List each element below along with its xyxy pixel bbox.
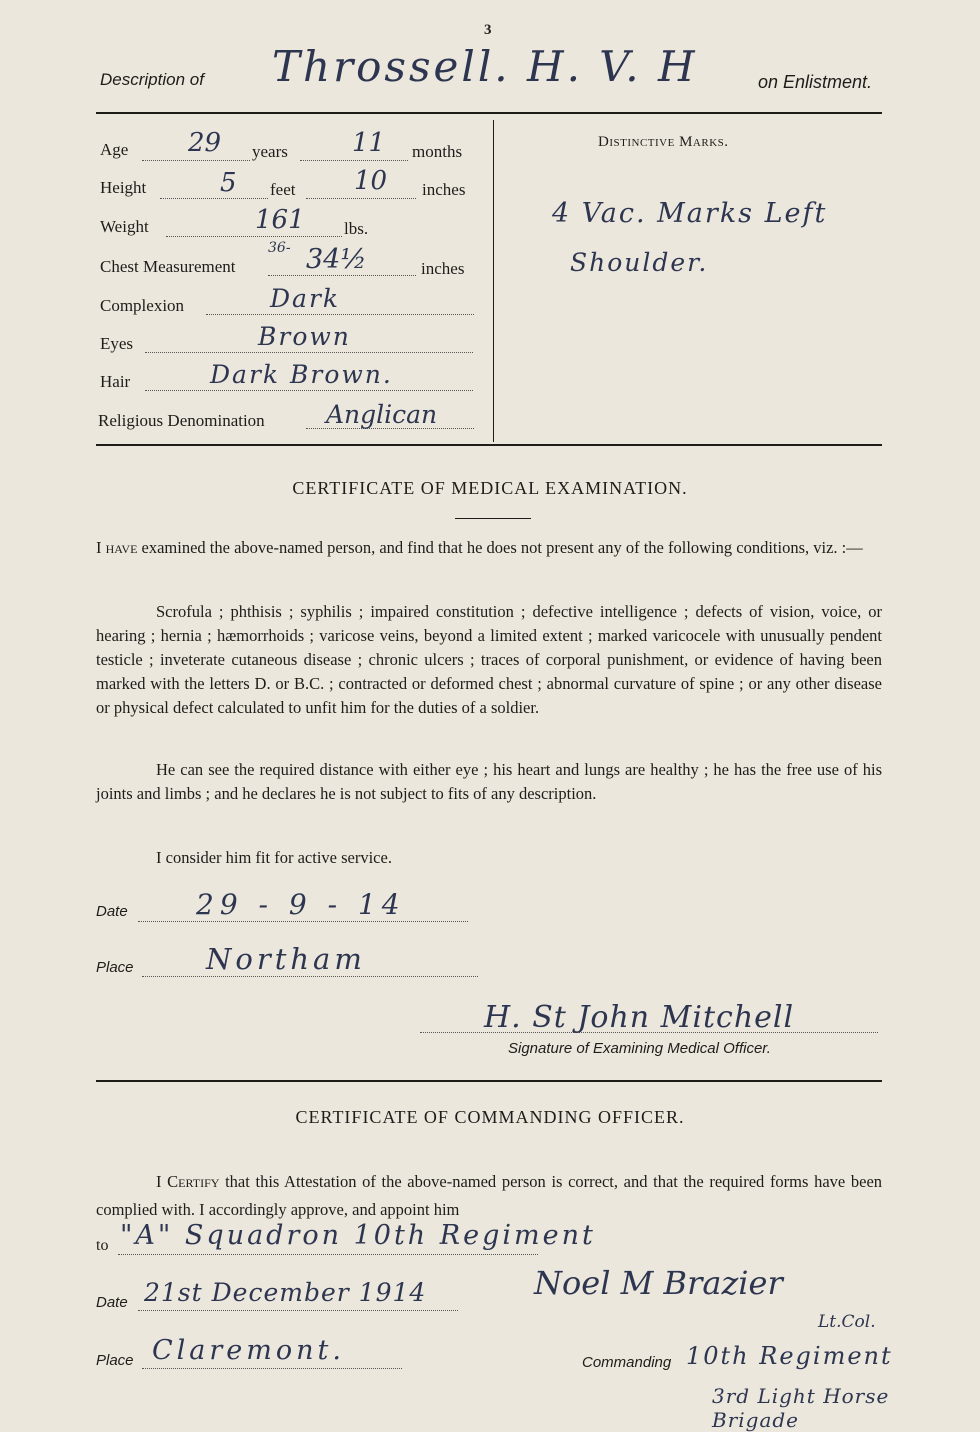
distinctive-marks-line2: Shoulder. — [570, 248, 709, 277]
section-rule-1 — [96, 444, 882, 446]
distinctive-marks-title: Distinctive Marks. — [598, 134, 729, 150]
column-divider — [493, 120, 494, 442]
medical-signature-caption: Signature of Examining Medical Officer. — [508, 1040, 771, 1057]
medical-place-value: Northam — [206, 942, 366, 976]
age-years-value: 29 — [188, 128, 222, 158]
commanding-date-label: Date — [96, 1294, 128, 1311]
chest-small-value: 36- — [268, 240, 291, 256]
commanding-officer-signature: Noel M Brazier — [534, 1264, 783, 1302]
inches-label: inches — [422, 180, 466, 199]
commanding-to-label: to — [96, 1237, 109, 1254]
height-label: Height — [100, 178, 147, 197]
complexion-value: Dark — [270, 284, 341, 313]
commanding-date-value: 21st December 1914 — [144, 1278, 427, 1307]
medical-vision: He can see the required distance with either eye ; his heart and lungs are healthy ; he has the free use of his joints and limbs ; and he declares he is not subject to fits of any description. — [96, 760, 882, 803]
lbs-label: lbs. — [344, 219, 369, 238]
weight-label: Weight — [100, 217, 149, 236]
height-inches-value: 10 — [354, 166, 388, 196]
medical-conditions: Scrofula ; phthisis ; syphilis ; impaired constitution ; defective intelligence ; defects of vision, voice, or hearing ; hernia ; hæmorrhoids ; varicose veins, beyond a limited extent ; marked varicocele with unusually pendent testicle ; inveterate cutaneous disease ; chronic ulcers ; traces of corporal punishment, or evidence of having been marked with the letters D. or B.C. ; contracted or deformed chest ; abnormal curvature of spine ; or any other disease or physical defect calculated to unfit him for the duties of a soldier. — [96, 602, 882, 717]
commanding-unit-value: 10th Regiment — [686, 1342, 893, 1370]
eyes-label: Eyes — [100, 334, 134, 353]
commanding-title: CERTIFICATE OF COMMANDING OFFICER. — [295, 1107, 685, 1127]
hair-value: Dark Brown. — [210, 360, 393, 389]
chest-label: Chest Measurement — [100, 257, 236, 276]
page-number: 3 — [484, 22, 492, 38]
soldier-name: Throssell. H. V. H — [272, 42, 698, 91]
commanding-rank: Lt.Col. — [818, 1312, 876, 1332]
years-label: years — [252, 142, 288, 161]
commanding-text-body: that this Attestation of the above-named person is correct, and that the required forms have been complied with. I accordingly approve, and appoint him — [96, 1172, 883, 1219]
complexion-label: Complexion — [100, 296, 185, 315]
medical-intro-lead: I have — [96, 538, 138, 557]
height-feet-value: 5 — [220, 168, 237, 198]
eyes-value: Brown — [258, 322, 351, 351]
hair-label: Hair — [100, 372, 131, 391]
medical-title: CERTIFICATE OF MEDICAL EXAMINATION. — [292, 478, 688, 498]
distinctive-marks-line1: 4 Vac. Marks Left — [552, 198, 828, 229]
weight-value: 161 — [255, 205, 305, 235]
commanding-place-label: Place — [96, 1352, 134, 1369]
top-rule — [96, 112, 882, 114]
medical-fit: I consider him fit for active service. — [156, 848, 392, 867]
medical-intro-text: examined the above-named person, and find that he does not present any of the following conditions, viz. :— — [141, 538, 863, 557]
commanding-text-lead: I Certify — [156, 1172, 220, 1191]
feet-label: feet — [270, 180, 296, 199]
chest-value: 34½ — [306, 244, 367, 275]
religion-label: Religious Denomination — [98, 411, 265, 430]
age-label: Age — [100, 140, 129, 159]
commanding-to-value: "A" Squadron 10th Regiment — [120, 1220, 596, 1251]
commanding-place-value: Claremont. — [152, 1335, 345, 1366]
religion-value: Anglican — [326, 400, 438, 429]
medical-date-label: Date — [96, 903, 128, 920]
chest-inches-label: inches — [421, 259, 465, 278]
header-prefix: Description of — [100, 70, 204, 89]
section-rule-2 — [96, 1080, 882, 1082]
header-suffix: on Enlistment. — [758, 72, 873, 92]
medical-place-label: Place — [96, 959, 134, 976]
commanding-text — [96, 1168, 882, 1224]
months-label: months — [412, 142, 463, 161]
commanding-label: Commanding — [582, 1354, 672, 1371]
age-months-value: 11 — [352, 128, 386, 158]
medical-title-underline — [455, 518, 531, 519]
medical-officer-signature: H. St John Mitchell — [484, 1000, 795, 1035]
commanding-brigade: 3rd Light Horse Brigade — [712, 1384, 890, 1432]
medical-date-value: 29 - 9 - 14 — [196, 888, 406, 921]
medical-intro — [96, 536, 882, 560]
